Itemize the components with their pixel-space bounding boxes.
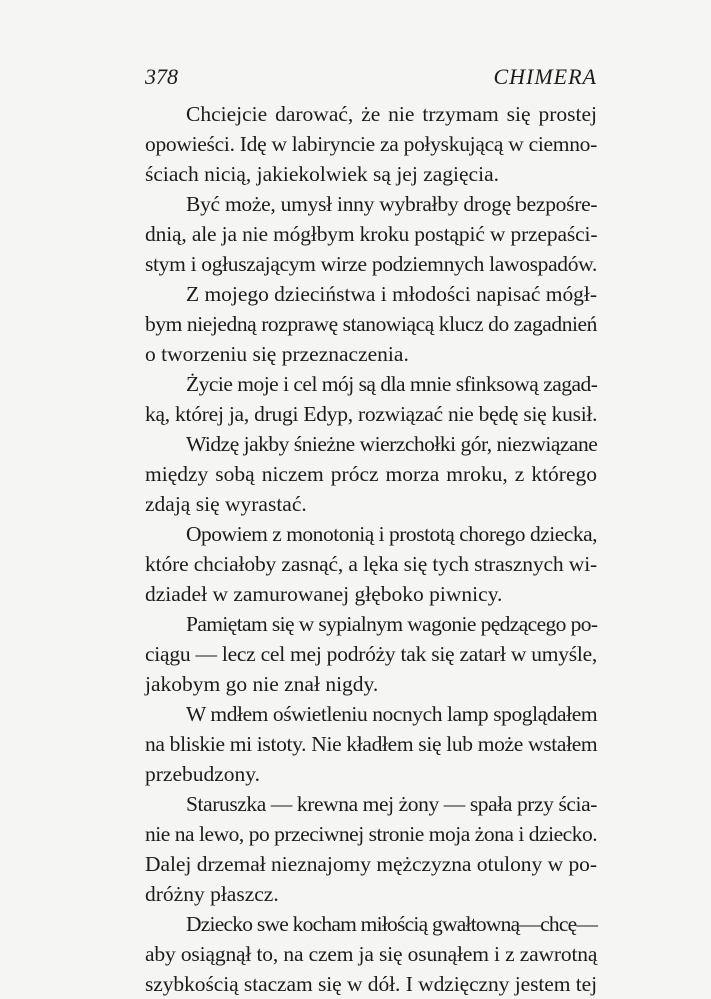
text-line: aby osiągnął to, na czem ja się osunąłem i z zawrotną: [145, 942, 598, 966]
text-line: Dalej drzemał nieznajomy mężczyzna otulony w po-: [145, 852, 597, 876]
text-line: Pamiętam się w sypialnym wagonie pędzącego po-: [186, 612, 598, 636]
text-line: przebudzony.: [145, 762, 261, 786]
text-line: Chciejcie darować, że nie trzymam się prostej: [186, 102, 597, 126]
text-line: jakobym go nie znał nigdy.: [145, 672, 379, 696]
text-line: na bliskie mi istoty. Nie kładłem się lub może wstałem: [145, 732, 598, 756]
text-line: ściach nicią, jakiekolwiek są jej zagięcia.: [145, 162, 499, 186]
text-line: między sobą niczem prócz morza mroku, z którego: [145, 462, 597, 486]
text-line: nie na lewo, po przeciwnej stronie moja żona i dziecko.: [145, 822, 598, 846]
text-line: dróżny płaszcz.: [145, 882, 279, 906]
text-line: Dziecko swe kocham miłością gwałtowną—chcę—: [186, 912, 598, 936]
text-line: dziadeł w zamurowanej głęboko piwnicy.: [145, 582, 503, 606]
text-line: Staruszka — krewna mej żony — spała przy ścia-: [186, 792, 597, 816]
text-line: Życie moje i cel mój są dla mnie sfinksową zagad-: [186, 372, 598, 396]
text-line: ciągu — lecz cel mej podróży tak się zatarł w umyśle,: [145, 642, 598, 666]
running-head: CHIMERA: [493, 64, 597, 89]
text-line: stym i ogłuszającym wirze podziemnych lawospadów.: [145, 252, 597, 276]
text-line: ką, której ja, drugi Edyp, rozwiązać nie będę się kusił.: [145, 402, 598, 426]
text-line: Z mojego dzieciństwa i młodości napisać mógł-: [186, 282, 597, 306]
text-line: Być może, umysł inny wybrałby drogę bezpośre-: [186, 192, 598, 216]
text-line: Opowiem z monotonią i prostotą chorego dziecka,: [186, 522, 598, 546]
text-line: szybkością staczam się w dół. I wdzięczny jestem tej: [145, 972, 597, 996]
text-line: dnią, ale ja nie mógłbym kroku postąpić w przepaści-: [145, 222, 598, 246]
page-header: [145, 64, 597, 94]
text-line: które chciałoby zasnąć, a lęka się tych strasznych wi-: [145, 552, 598, 576]
body-text: [145, 99, 597, 999]
text-line: bym niejedną rozprawę stanowiącą klucz do zagadnień: [145, 312, 597, 336]
page-number: 378: [145, 64, 178, 89]
text-line: o tworzeniu się przeznaczenia.: [145, 342, 409, 366]
text-line: W mdłem oświetleniu nocnych lamp spoglądałem: [186, 702, 598, 726]
text-line: zdają się wyrastać.: [145, 492, 307, 516]
text-line: opowieści. Idę w labiryncie za połyskującą w ciemno-: [145, 132, 597, 156]
text-line: Widzę jakby śnieżne wierzchołki gór, niezwiązane: [186, 432, 598, 456]
